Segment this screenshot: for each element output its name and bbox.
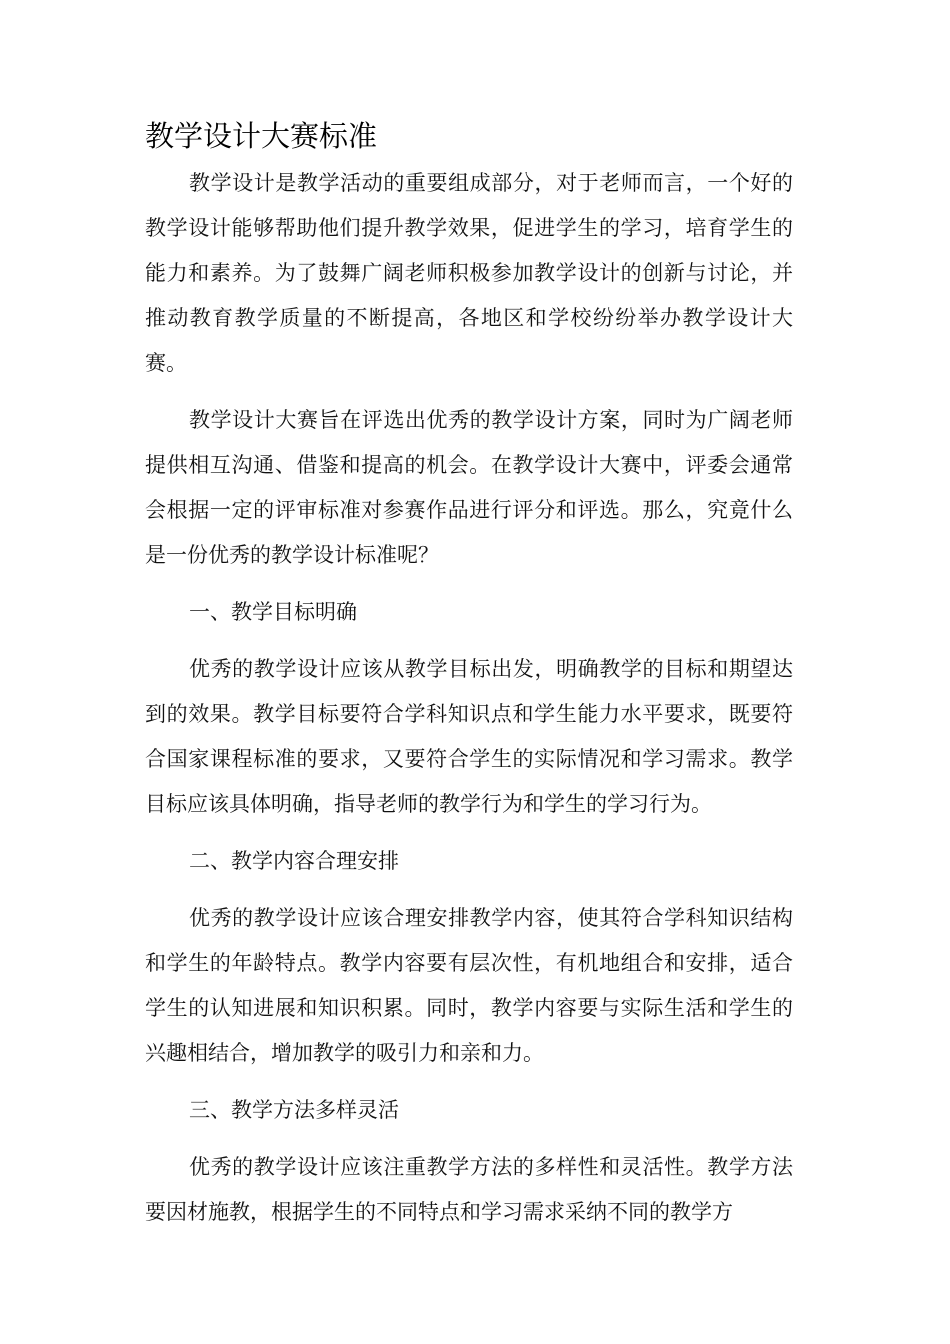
document-body <box>145 161 793 1247</box>
objectives-paragraph: 优秀的教学设计应该从教学目标出发，明确教学的目标和期望达到的效果。教学目标要符合学科知识点和学生能力水平要求，既要符合国家课程标准的要求，又要符合学生的实际情况和学习需求。教学目标应该具体明确，指导老师的教学行为和学生的学习行为。 <box>145 657 793 816</box>
section-heading-objectives: 一、教学目标明确 <box>189 600 357 624</box>
section-heading-content: 二、教学内容合理安排 <box>189 849 399 873</box>
section-heading-methods: 三、教学方法多样灵活 <box>189 1098 399 1122</box>
methods-paragraph: 优秀的教学设计应该注重教学方法的多样性和灵活性。教学方法要因材施教，根据学生的不同特点和学习需求采纳不同的教学方 <box>145 1155 793 1224</box>
intro-paragraph: 教学设计是教学活动的重要组成部分，对于老师而言，一个好的教学设计能够帮助他们提升教学效果，促进学生的学习，培育学生的能力和素养。为了鼓舞广阔老师积极参加教学设计的创新与讨论，并推动教育教学质量的不断提高，各地区和学校纷纷举办教学设计大赛。 <box>145 171 793 375</box>
purpose-paragraph: 教学设计大赛旨在评选出优秀的教学设计方案，同时为广阔老师提供相互沟通、借鉴和提高的机会。在教学设计大赛中，评委会通常会根据一定的评审标准对参赛作品进行评分和评选。那么，究竟什么是一份优秀的教学设计标准呢？ <box>145 408 793 567</box>
document-title: 教学设计大赛标准 <box>145 119 378 153</box>
content-paragraph: 优秀的教学设计应该合理安排教学内容，使其符合学科知识结构和学生的年龄特点。教学内容要有层次性，有机地组合和安排，适合学生的认知进展和知识积累。同时，教学内容要与实际生活和学生的兴趣相结合，增加教学的吸引力和亲和力。 <box>145 906 793 1065</box>
